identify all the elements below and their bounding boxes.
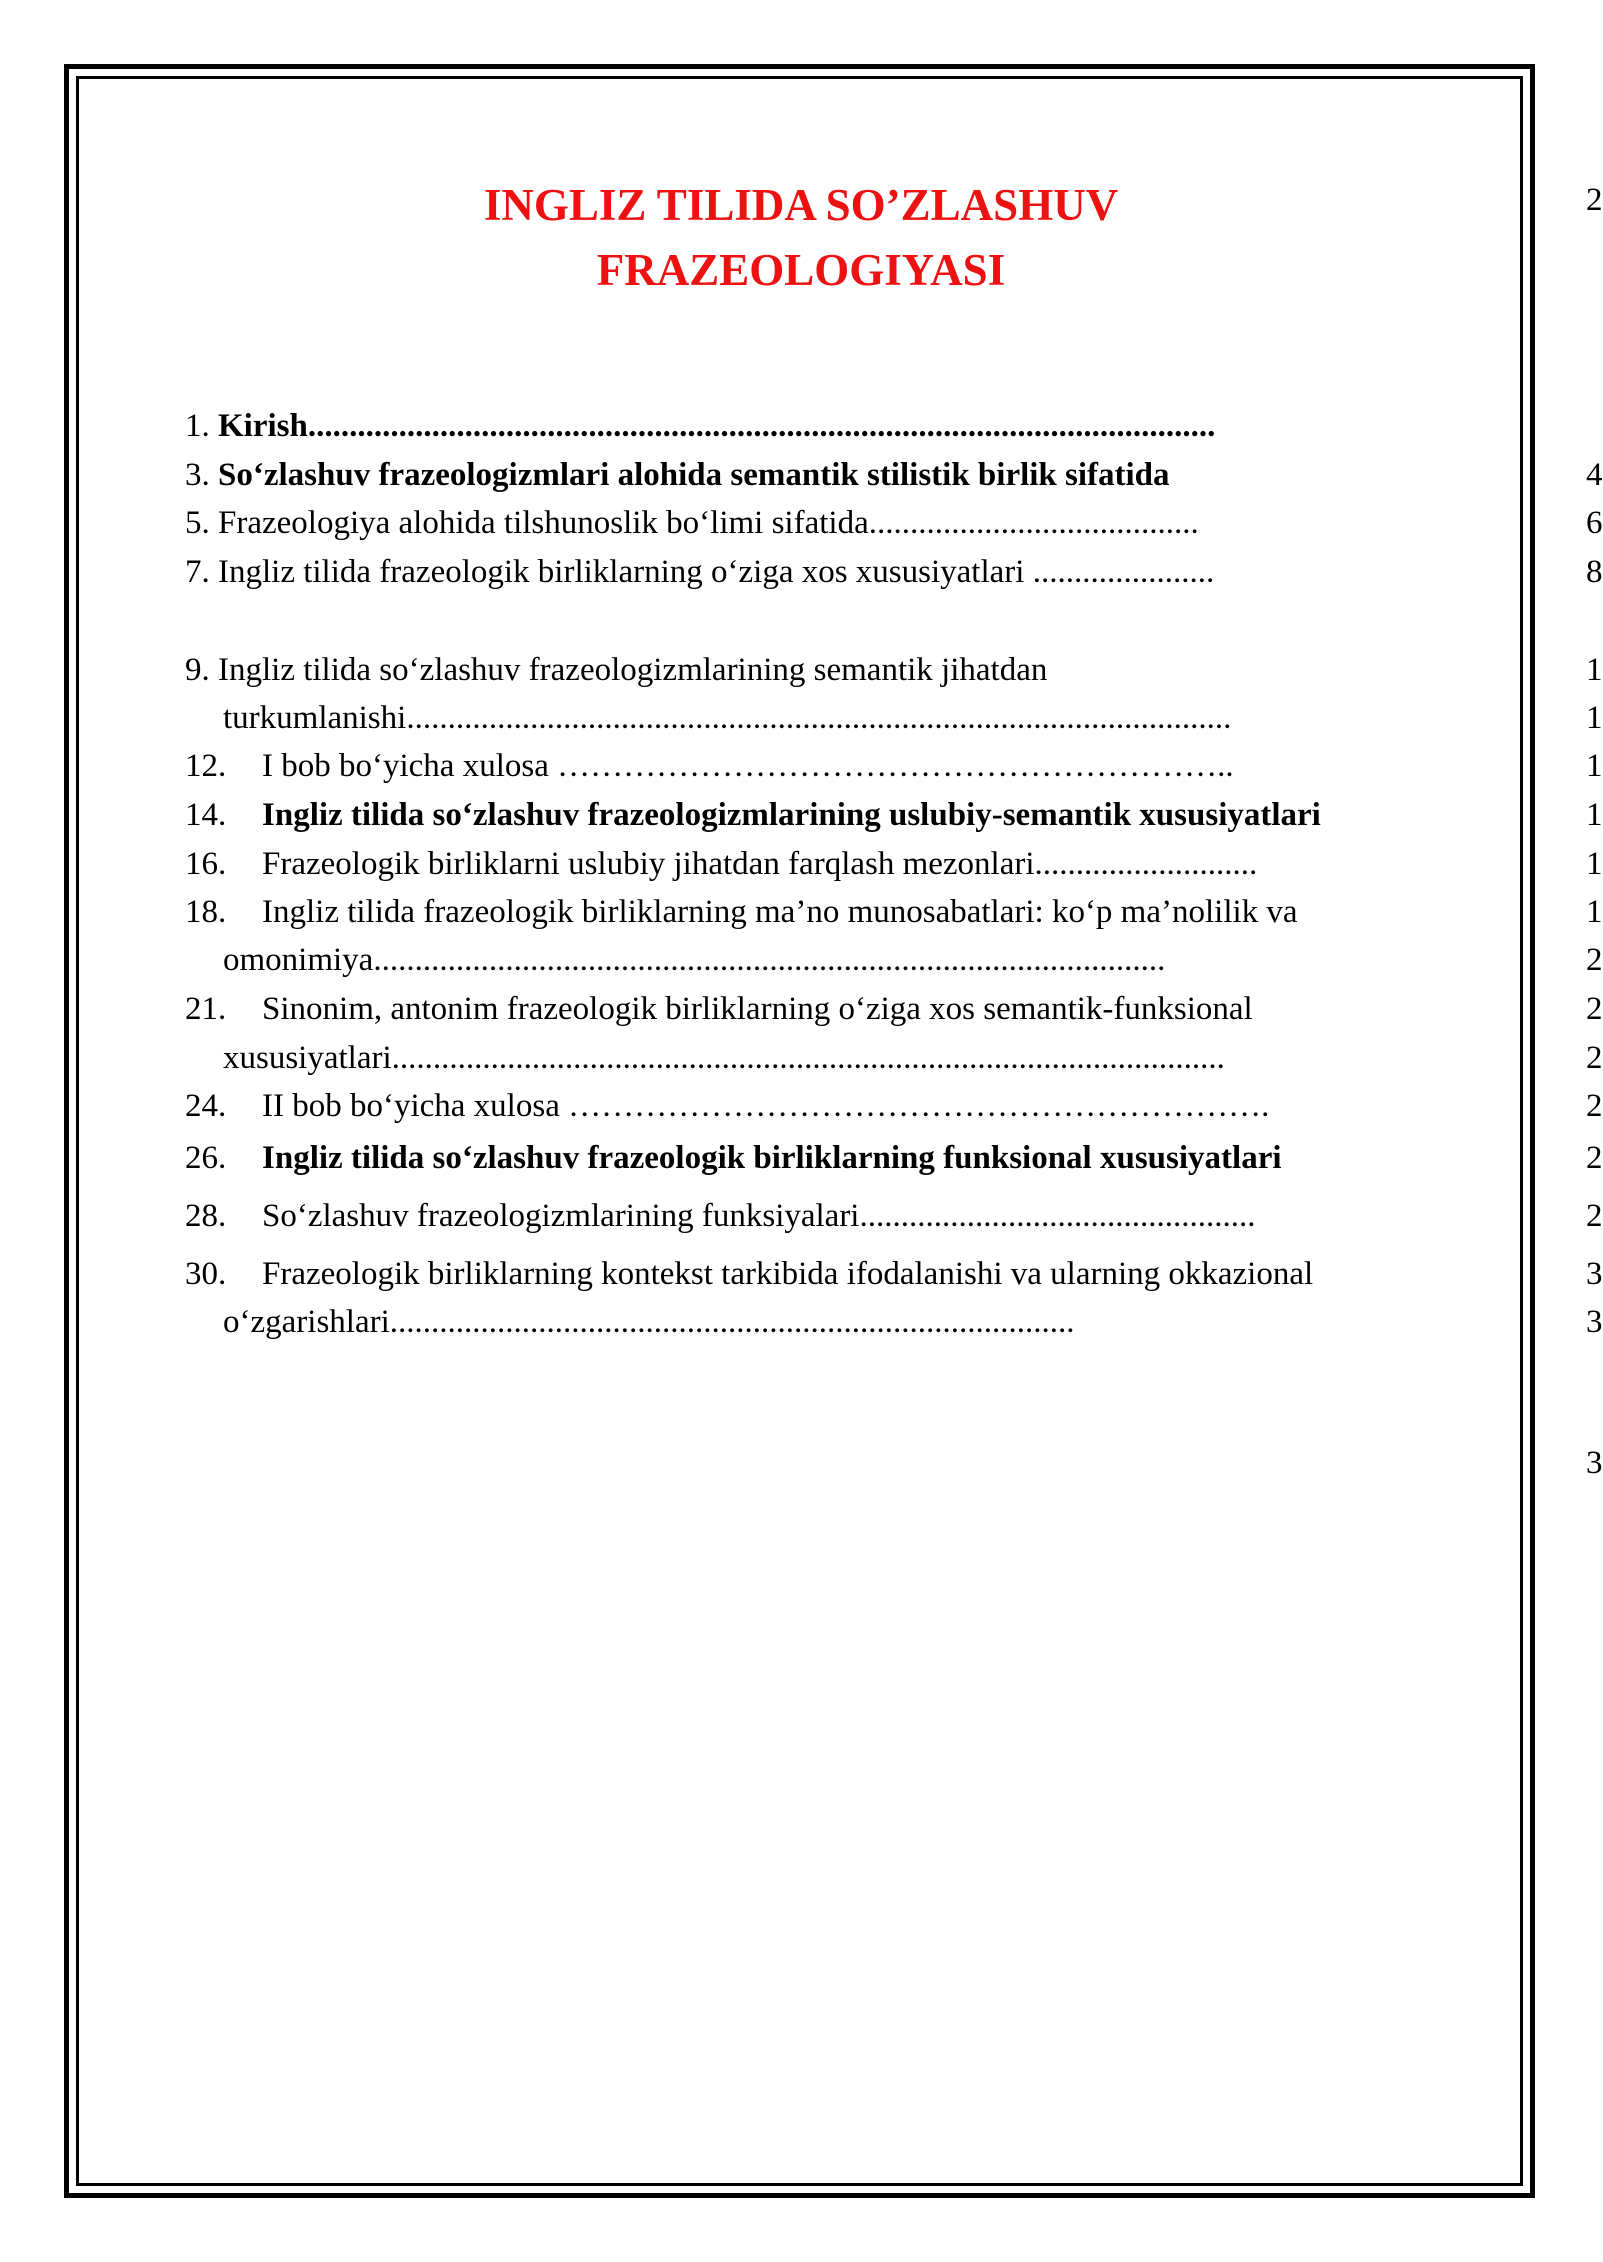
toc-entry-text: turkumlanishi [223,700,407,736]
toc-entry-text: Ingliz tilida so‘zlashuv frazeologizmlarining uslubiy-semantik xususiyatlari [262,797,1321,833]
toc-entry-text: Ingliz tilida so‘zlashuv frazeologik birliklarning funksional xususiyatlari [262,1140,1282,1176]
toc-entry-text: Ingliz tilida frazeologik birliklarning ma’no munosabatlari: ko‘p ma’nolilik va [262,894,1298,930]
page-number: 2 [1586,991,1603,1027]
toc-entry-text: Sinonim, antonim frazeologik birliklarning o‘ziga xos semantik-funksional [262,991,1253,1027]
toc-entry-text: omonimiya [223,942,374,978]
page-number: 1 [1586,652,1603,688]
document-title-line-2: FRAZEOLOGIYASI [596,245,1006,295]
toc-entry-number: 5. [185,505,210,541]
toc-entry-text: Frazeologiya alohida tilshunoslik bo‘limi sifatida [218,505,869,541]
page-number: 6 [1586,505,1603,541]
page-number: 1 [1586,700,1603,736]
toc-entry-text: Frazeologik birliklarni uslubiy jihatdan farqlash mezonlari [262,846,1035,882]
page-number: 8 [1586,554,1603,590]
toc-entry-leader: ................................................ [859,1198,1256,1234]
page-number: 4 [1586,457,1603,493]
toc-entry-leader: .................................................................................................... [406,700,1232,736]
page-number: 2 [1586,1040,1603,1076]
toc-entry-text: Frazeologik birliklarning kontekst tarkibida ifodalanishi va ularning okkazional [262,1256,1314,1292]
toc-entry-leader: ................................................................................... [389,1304,1075,1340]
toc-entry-text: II bob bo‘yicha xulosa [262,1088,569,1124]
toc-entry-text: Kirish [218,408,308,444]
toc-entry-text: Ingliz tilida frazeologik birliklarning o‘ziga xos xususiyatlari [218,554,1033,590]
page-number: 2 [1586,942,1603,978]
toc-entry-leader: ………………………………………………………. [568,1088,1270,1124]
page-number: 1 [1586,894,1603,930]
toc-entry-leader: ........................................ [868,505,1199,541]
toc-entry-text: So‘zlashuv frazeologizmlarining funksiyalari [262,1198,860,1234]
toc-entry-number: 9. [185,652,210,688]
page-number: 3 [1586,1256,1603,1292]
toc-entry-leader: .............................................................................................................. [307,408,1216,444]
toc-entry-leader: ...................... [1032,554,1215,590]
toc-entry-number: 24. [185,1088,227,1124]
page-number: 3 [1586,1304,1603,1340]
toc-entry-leader: ................................................................................................ [373,942,1166,978]
toc-entry-number: 28. [185,1198,227,1234]
toc-entry-number: 3. [185,457,210,493]
toc-entry-text: Ingliz tilida so‘zlashuv frazeologizmlarining semantik jihatdan [218,652,1048,688]
toc-entry-number: 21. [185,991,227,1027]
toc-entry-leader: …………………………………………………….. [557,748,1234,784]
page-number: 3 [1586,1445,1603,1481]
toc-entry-number: 16. [185,846,227,882]
toc-entry-text: xususiyatlari [223,1040,392,1076]
page-number: 2 [1586,1198,1603,1234]
page-number: 1 [1586,797,1603,833]
toc-entry-text: I bob bo‘yicha xulosa [262,748,558,784]
toc-entry-leader: ........................... [1034,846,1258,882]
page-number: 2 [1586,1140,1603,1176]
page-number: 1 [1586,846,1603,882]
toc-entry-number: 26. [185,1140,227,1176]
page-number: 2 [1586,1088,1603,1124]
toc-entry-number: 12. [185,748,227,784]
toc-entry-text: o‘zgarishlari [223,1304,390,1340]
document-title-line-1: INGLIZ TILIDA SO’ZLASHUV [483,180,1119,230]
page-number: 1 [1586,748,1603,784]
toc-entry-number: 14. [185,797,227,833]
toc-entry-number: 18. [185,894,227,930]
toc-entry-number: 30. [185,1256,227,1292]
toc-entry-number: 1. [185,408,210,444]
page-number: 2 [1586,182,1603,218]
toc-entry-leader: ..................................................................................................... [391,1040,1225,1076]
toc-entry-text: So‘zlashuv frazeologizmlari alohida semantik stilistik birlik sifatida [218,457,1170,493]
toc-entry-number: 7. [185,554,210,590]
page-border-inner [76,76,1523,2186]
